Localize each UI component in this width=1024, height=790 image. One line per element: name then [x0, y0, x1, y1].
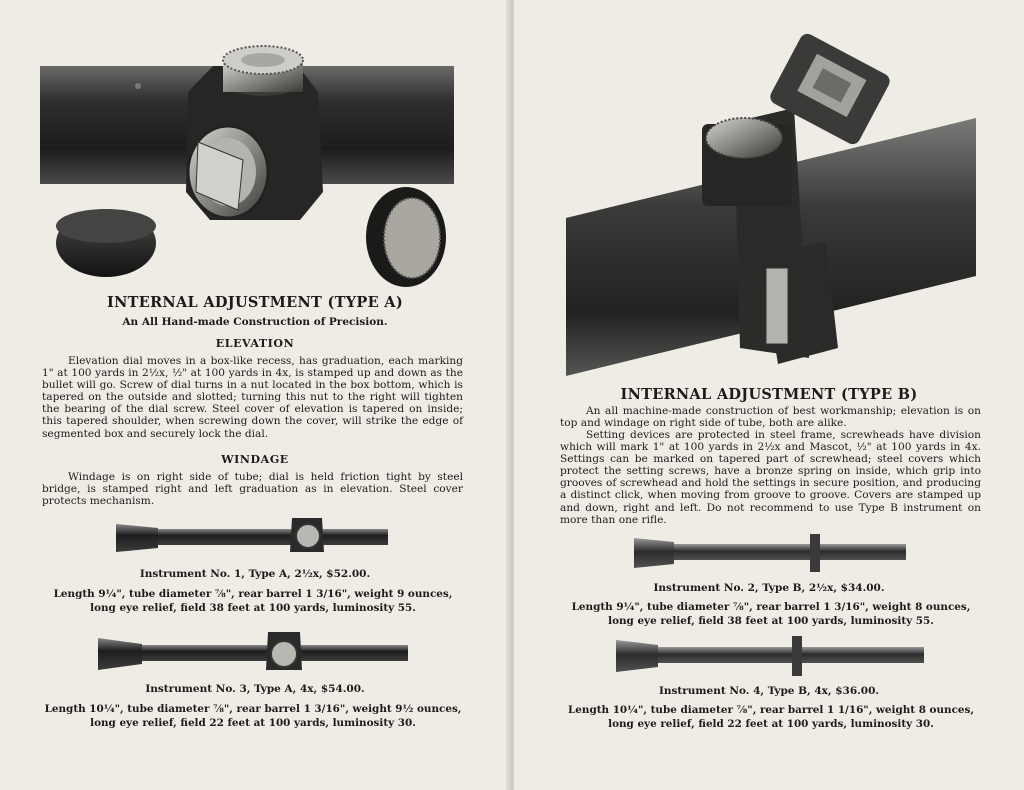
instrument-4-spec-line2: long eye relief, field 22 feet at 100 yards, luminosity 30. — [608, 718, 934, 730]
instrument-1-spec-line2: long eye relief, field 38 feet at 100 yards, luminosity 55. — [90, 602, 416, 614]
instrument-3-spec-line1: Length 10¼", tube diameter ⅞", rear barrel 1 3/16", weight 9½ ounces, — [44, 703, 462, 715]
type-a-subtitle: An All Hand-made Construction of Precision. — [122, 316, 388, 328]
instrument-2-photo — [630, 530, 910, 576]
type-b-paragraph-2: Setting devices are protected in steel frame, screwheads have division which will mark 1" at 100 yards in 2½x and Mascot, ½" at 100 yards in 4x. Settings can be marked on tapered part of screwhead; steel covers which protect the setting screws, have a bronze spring on inside, which grip into grooves of screwhead and hold the settings in secure position, and producing a distinct click, when moving from groove to groove. Covers are stamped up and down, right and left. Do not recommend to use Type B instrument on more than one rifle. — [560, 429, 981, 526]
type-a-mount-photo — [38, 42, 458, 287]
windage-paragraph: Windage is on right side of tube; dial is held friction tight by steel bridge, is stamped right and left graduation as in elevation. Steel cover protects mechanism. — [42, 471, 463, 508]
type-b-paragraph-1: An all machine-made construction of best workmanship; elevation is on top and windage on right side of tube, both are alike. — [560, 405, 981, 430]
instrument-3-photo — [94, 626, 412, 676]
instrument-4-photo — [612, 632, 928, 680]
instrument-1-photo — [112, 508, 392, 558]
instrument-3-caption: Instrument No. 3, Type A, 4x, $54.00. — [145, 683, 365, 695]
right-page — [514, 0, 1024, 790]
instrument-4-caption: Instrument No. 4, Type B, 4x, $36.00. — [658, 685, 880, 697]
instrument-3-spec-line2: long eye relief, field 22 feet at 100 yards, luminosity 30. — [90, 717, 416, 729]
type-b-title: INTERNAL ADJUSTMENT (TYPE B) — [620, 386, 918, 403]
elevation-heading: ELEVATION — [215, 337, 295, 350]
instrument-2-caption: Instrument No. 2, Type B, 2½x, $34.00. — [653, 582, 885, 594]
instrument-2-spec-line2: long eye relief, field 38 feet at 100 yards, luminosity 55. — [608, 615, 934, 627]
left-page — [0, 0, 510, 790]
type-a-title: INTERNAL ADJUSTMENT (TYPE A) — [107, 294, 403, 311]
instrument-1-spec-line1: Length 9¼", tube diameter ⅞", rear barrel 1 3/16", weight 9 ounces, — [53, 588, 453, 600]
instrument-1-caption: Instrument No. 1, Type A, 2½x, $52.00. — [139, 568, 371, 580]
type-b-mount-photo — [564, 18, 980, 382]
instrument-4-spec-line1: Length 10¼", tube diameter ⅞", rear barrel 1 1/16", weight 8 ounces, — [567, 704, 974, 716]
instrument-2-spec-line1: Length 9¼", tube diameter ⅞", rear barrel 1 3/16", weight 8 ounces, — [571, 601, 971, 613]
elevation-paragraph: Elevation dial moves in a box-like recess, has graduation, each marking 1" at 100 yards in 2½x, ½" at 100 yards in 4x, is stamped up and down as the bullet will go. Screw of dial turns in a nut located in the box bottom, which is tapered on the outside and slotted; turning this nut to the right will tighten the bearing of the dial screw. Steel cover of elevation is tapered on inside; this tapered shoulder, when screwing down the cover, will strike the edge of segmented box and securely lock the dial. — [42, 355, 463, 440]
windage-heading: WINDAGE — [221, 453, 289, 466]
